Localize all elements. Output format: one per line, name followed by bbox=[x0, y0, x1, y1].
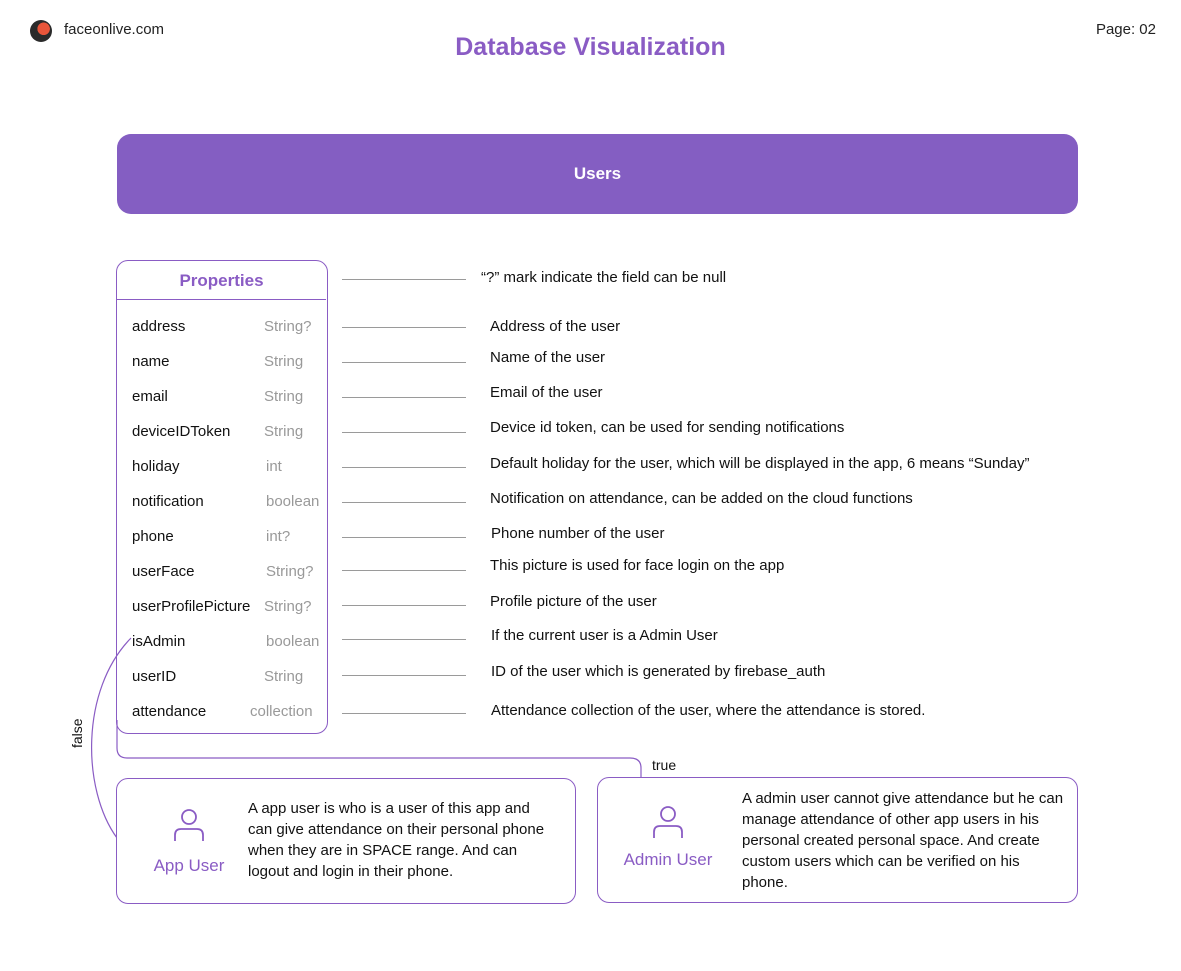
property-connector bbox=[342, 713, 466, 714]
property-type: int bbox=[266, 458, 282, 475]
property-name: userFace bbox=[132, 563, 195, 580]
banner-title: Users bbox=[573, 164, 622, 183]
property-description: Email of the user bbox=[490, 384, 603, 401]
property-type: boolean bbox=[266, 493, 320, 510]
property-name: userProfilePicture bbox=[132, 598, 251, 615]
site-name: faceonlive.com bbox=[64, 21, 165, 38]
property-type: String bbox=[264, 668, 304, 685]
property-name: address bbox=[132, 318, 186, 335]
true-branch-label: true bbox=[652, 757, 677, 773]
property-connector bbox=[342, 537, 466, 538]
property-connector bbox=[342, 397, 466, 398]
property-description: ID of the user which is generated by firebase_auth bbox=[491, 663, 826, 680]
properties-title: Properties bbox=[117, 261, 326, 300]
property-name: deviceIDToken bbox=[132, 423, 231, 440]
property-type: String bbox=[264, 388, 304, 405]
property-description: Profile picture of the user bbox=[490, 593, 657, 610]
property-type: collection bbox=[250, 703, 313, 720]
property-name: phone bbox=[132, 528, 174, 545]
property-name: holiday bbox=[132, 458, 180, 475]
property-connector bbox=[342, 570, 466, 571]
property-name: attendance bbox=[132, 703, 207, 720]
property-name: userID bbox=[132, 668, 177, 685]
property-name: name bbox=[132, 353, 170, 370]
property-description: Name of the user bbox=[490, 349, 606, 366]
property-type: String? bbox=[264, 318, 312, 335]
property-description: Phone number of the user bbox=[491, 525, 665, 542]
property-type: boolean bbox=[266, 633, 320, 650]
property-connector bbox=[342, 639, 466, 640]
property-description: Default holiday for the user, which will be displayed in the app, 6 means “Sunday” bbox=[490, 455, 1030, 472]
property-connector bbox=[342, 432, 466, 433]
app-user-description: A app user is who is a user of this app and can give attendance on their personal phone when they are in SPACE range. And can logout and login in their phone. bbox=[248, 800, 545, 880]
property-description: This picture is used for face login on the app bbox=[490, 557, 785, 574]
page-title: Database Visualization bbox=[455, 33, 726, 61]
property-name: isAdmin bbox=[132, 633, 186, 650]
property-description: Address of the user bbox=[490, 318, 621, 335]
property-description: If the current user is a Admin User bbox=[491, 627, 718, 644]
app-user-card bbox=[116, 778, 576, 904]
property-connector bbox=[342, 327, 466, 328]
property-description: Attendance collection of the user, where the attendance is stored. bbox=[491, 702, 926, 719]
property-name: email bbox=[132, 388, 168, 405]
admin-user-card bbox=[597, 777, 1078, 903]
property-description: Notification on attendance, can be added on the cloud functions bbox=[490, 490, 913, 507]
admin-user-description: A admin user cannot give attendance but he can manage attendance of other app users in his personal created personal space. And create custom users which can be verified on his phone. bbox=[742, 790, 1064, 891]
user-icon bbox=[651, 804, 685, 840]
false-branch-label: false bbox=[69, 718, 85, 748]
admin-user-label: Admin User bbox=[623, 850, 713, 869]
property-type: String bbox=[264, 423, 304, 440]
user-icon bbox=[172, 807, 206, 843]
property-connector bbox=[342, 502, 466, 503]
nullable-note: “?” mark indicate the field can be null bbox=[481, 269, 727, 286]
property-name: notification bbox=[132, 493, 204, 510]
page-number: Page: 02 bbox=[1095, 21, 1156, 38]
app-user-label: App User bbox=[153, 856, 225, 875]
property-description: Device id token, can be used for sending notifications bbox=[490, 419, 845, 436]
property-type: String? bbox=[266, 563, 314, 580]
note-connector bbox=[342, 279, 466, 280]
property-connector bbox=[342, 675, 466, 676]
property-connector bbox=[342, 362, 466, 363]
property-connector bbox=[342, 467, 466, 468]
property-type: String? bbox=[264, 598, 312, 615]
property-connector bbox=[342, 605, 466, 606]
property-type: int? bbox=[266, 528, 291, 545]
property-type: String bbox=[264, 353, 304, 370]
